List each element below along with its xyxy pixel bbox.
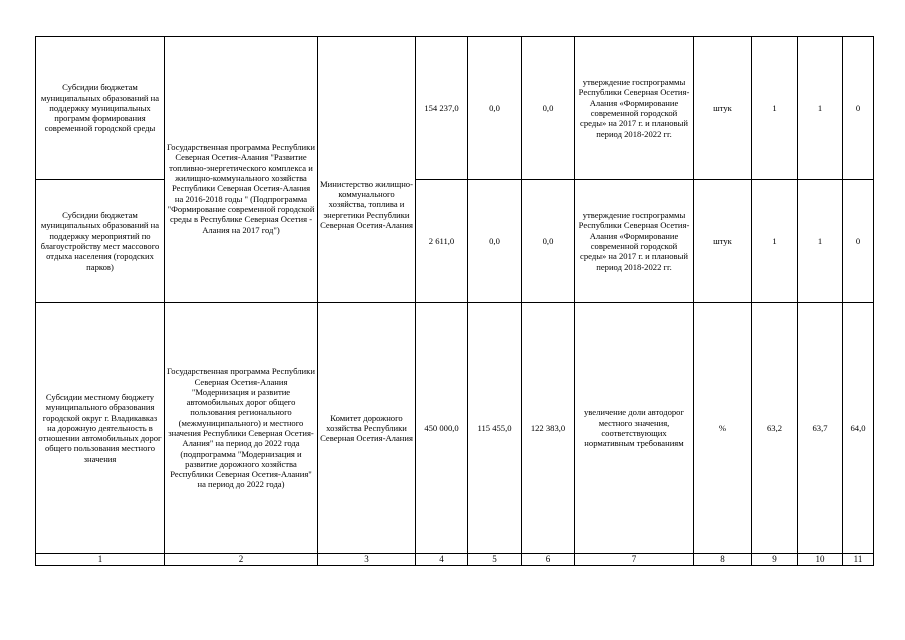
table-row bbox=[36, 37, 874, 180]
column-number-row bbox=[36, 554, 874, 566]
result-cell: увеличение доли автодорог местного значения, соответствующих нормативным требованиям bbox=[575, 303, 694, 554]
amount-cell: 2 611,0 bbox=[416, 180, 468, 303]
purpose-cell: Субсидии местному бюджету муниципального образования городской округ г. Владикавказ на дорожную деятельность в отношении автомобильных дорог общего пользования местного значения bbox=[36, 303, 165, 554]
table-row bbox=[36, 303, 874, 554]
result-cell: утверждение госпрограммы Республики Северная Осетия-Алания «Формирование современной городской среды» на 2017 г. и плановый период 2018-2022 гг. bbox=[575, 37, 694, 180]
purpose-cell: Субсидии бюджетам муниципальных образований на поддержку мероприятий по благоустройству мест массового отдыха населения (городских парков) bbox=[36, 180, 165, 303]
administrator-cell: Министерство жилищно-коммунального хозяйства, топлива и энергетики Республики Северная Осетия-Алания bbox=[318, 37, 416, 303]
amount-3-cell: 122 383,0 bbox=[522, 303, 575, 554]
value-1-cell: 63,2 bbox=[752, 303, 798, 554]
column-number: 6 bbox=[522, 554, 575, 566]
table-row bbox=[36, 180, 874, 303]
purpose-cell: Субсидии бюджетам муниципальных образований на поддержку муниципальных программ формирования современной городской среды bbox=[36, 37, 165, 180]
column-number: 3 bbox=[318, 554, 416, 566]
value-3-cell: 64,0 bbox=[843, 303, 874, 554]
value-2-cell: 63,7 bbox=[798, 303, 843, 554]
unit-cell: штук bbox=[694, 180, 752, 303]
value-1-cell: 1 bbox=[752, 180, 798, 303]
program-cell: Государственная программа Республики Северная Осетия-Алания "Развитие топливно-энергетического комплекса и жилищно-коммунального хозяйства Республики Северная Осетия-Алания на 2016-2018 годы " (Подпрограмма "Формирование современной городской среды в Республике Северная Осетия - Алания на 2017 год") bbox=[165, 37, 318, 303]
amount-cell: 450 000,0 bbox=[416, 303, 468, 554]
unit-cell: штук bbox=[694, 37, 752, 180]
amount-2-cell: 115 455,0 bbox=[468, 303, 522, 554]
column-number: 11 bbox=[843, 554, 874, 566]
program-cell: Государственная программа Республики Северная Осетия-Алания "Модернизация и развитие автомобильных дорог общего пользования регионального (межмуниципального) и местного значения Республики Северная Осетия-Алания" на период до 2022 года (подпрограмма "Модернизация и развитие дорожного хозяйства Республики Северная Осетия-Алания" на период до 2022 года) bbox=[165, 303, 318, 554]
column-number: 4 bbox=[416, 554, 468, 566]
column-number: 1 bbox=[36, 554, 165, 566]
result-cell: утверждение госпрограммы Республики Северная Осетия-Алания «Формирование современной городской среды» на 2017 г. и плановый период 2018-2022 гг. bbox=[575, 180, 694, 303]
column-number: 5 bbox=[468, 554, 522, 566]
value-2-cell: 1 bbox=[798, 37, 843, 180]
value-3-cell: 0 bbox=[843, 37, 874, 180]
column-number: 8 bbox=[694, 554, 752, 566]
column-number: 2 bbox=[165, 554, 318, 566]
amount-3-cell: 0,0 bbox=[522, 37, 575, 180]
value-2-cell: 1 bbox=[798, 180, 843, 303]
column-number: 9 bbox=[752, 554, 798, 566]
value-3-cell: 0 bbox=[843, 180, 874, 303]
column-number: 7 bbox=[575, 554, 694, 566]
amount-cell: 154 237,0 bbox=[416, 37, 468, 180]
value-1-cell: 1 bbox=[752, 37, 798, 180]
administrator-cell: Комитет дорожного хозяйства Республики Северная Осетия-Алания bbox=[318, 303, 416, 554]
amount-2-cell: 0,0 bbox=[468, 37, 522, 180]
column-number: 10 bbox=[798, 554, 843, 566]
amount-2-cell: 0,0 bbox=[468, 180, 522, 303]
amount-3-cell: 0,0 bbox=[522, 180, 575, 303]
unit-cell: % bbox=[694, 303, 752, 554]
subsidy-table bbox=[35, 36, 874, 566]
